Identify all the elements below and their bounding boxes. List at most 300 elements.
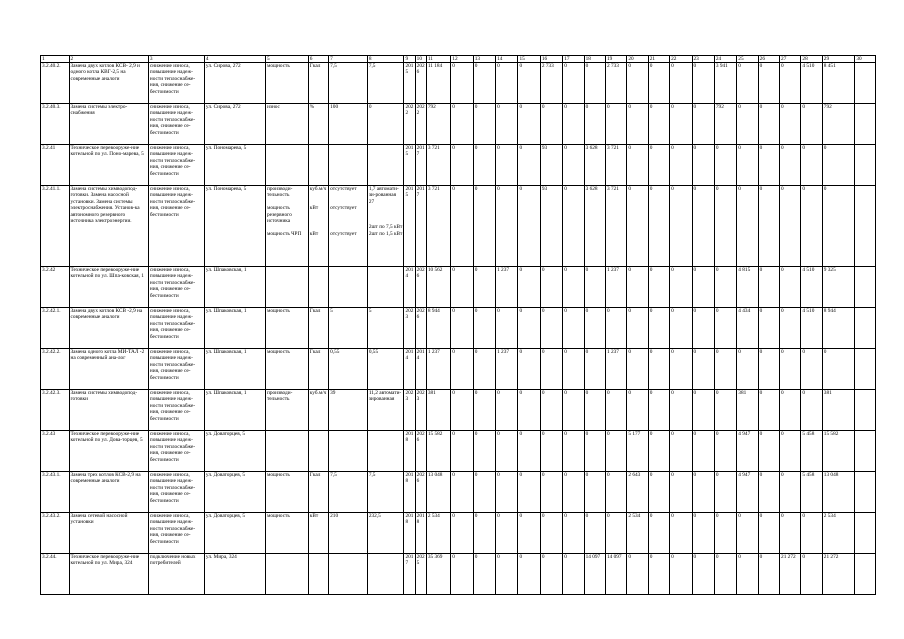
table-cell: 0 (714, 431, 736, 472)
investment-table (40, 55, 876, 595)
column-number-13: 13 (473, 56, 495, 63)
table-row (41, 431, 876, 472)
table-cell: 7,5 (367, 63, 404, 104)
table-cell: 0 (473, 554, 495, 595)
table-cell: 0 (518, 186, 540, 267)
table-cell: 0 (584, 390, 605, 431)
table-cell: 3.2.42.1. (41, 308, 70, 349)
table-cell: 5 (329, 308, 368, 349)
table-cell: 21 272 (822, 554, 855, 595)
table-cell: Техническое перевооруже-ние котельной по ул. Поно-марева, 5 (69, 145, 148, 186)
column-number-5: 5 (266, 56, 309, 63)
table-cell: 0 (540, 554, 562, 595)
table-cell: 0 (563, 104, 584, 145)
table-cell: 0 (540, 104, 562, 145)
table-cell: Замена системы электро-снабжения (69, 104, 148, 145)
table-cell: снижение износа, повышение надеж-ности теплоснабже-ния, снижение се-бестоимости (148, 63, 204, 104)
table-cell: 2015 (404, 145, 415, 186)
table-cell: 0 (584, 104, 605, 145)
table-cell: 0 (801, 513, 822, 554)
table-cell: 8 944 (426, 308, 450, 349)
table-cell: 0 (584, 267, 605, 308)
table-cell: Замена трех котлов КСВ-2,9 на современные аналоги (69, 472, 148, 513)
table-cell: 0 (648, 145, 669, 186)
table-cell: Техническое перевооруже-ние котельной по ул. Шпа-ковская, 1 (69, 267, 148, 308)
table-cell: 0 (780, 431, 801, 472)
table-cell: 0 (451, 186, 473, 267)
table-cell: 0 (540, 472, 562, 513)
table-cell: 0,55 (329, 349, 368, 390)
table-cell: 5 177 (627, 431, 648, 472)
table-cell: 0 (670, 308, 692, 349)
table-cell: 0 (692, 308, 714, 349)
table-cell: 7,5 (367, 472, 404, 513)
table-cell: 0 (518, 554, 540, 595)
table-cell: 2026 (415, 63, 426, 104)
table-row (41, 145, 876, 186)
table-cell: 21 272 (780, 554, 801, 595)
table-cell: ул. Доваторцев, 5 (204, 513, 265, 554)
table-cell: 0 (584, 349, 605, 390)
table-cell: 0 (518, 145, 540, 186)
column-number-9: 9 (404, 56, 415, 63)
table-row (41, 390, 876, 431)
table-cell: 0 (692, 63, 714, 104)
table-cell: 0 (496, 186, 518, 267)
table-cell (329, 267, 368, 308)
column-number-30: 30 (855, 56, 876, 63)
table-cell: 4 510 (801, 63, 822, 104)
table-row (41, 267, 876, 308)
table-cell: ул. Шпаковская, 1 (204, 308, 265, 349)
table-cell: 0 (518, 63, 540, 104)
table-cell: 0 (714, 472, 736, 513)
table-cell: 2 534 (426, 513, 450, 554)
table-cell: 4 510 (801, 267, 822, 308)
table-cell: 2017 (415, 186, 426, 267)
column-number-2: 2 (69, 56, 148, 63)
table-cell: 11,2 автомати-зированная (367, 390, 404, 431)
table-cell: 0 (670, 145, 692, 186)
table-cell: 0 (692, 513, 714, 554)
table-cell: 0 (451, 267, 473, 308)
table-cell: 3.2.42.2. (41, 349, 70, 390)
table-cell: 0 (648, 390, 669, 431)
column-number-10: 10 (415, 56, 426, 63)
table-cell: 0 (627, 267, 648, 308)
table-cell: 35 369 (426, 554, 450, 595)
table-cell: 0 (540, 390, 562, 431)
table-cell: 0 (670, 431, 692, 472)
table-cell: 0 (473, 349, 495, 390)
table-cell: 0 (714, 308, 736, 349)
table-cell: 1 237 (426, 349, 450, 390)
column-number-19: 19 (606, 56, 627, 63)
table-cell: 0 (758, 554, 779, 595)
table-cell: 0 (780, 513, 801, 554)
table-cell: снижение износа, повышение надеж-ности теплоснабже-ния, снижение се-бестоимости (148, 104, 204, 145)
column-number-23: 23 (692, 56, 714, 63)
table-cell: ул. Мира, 324 (204, 554, 265, 595)
table-cell: 0 (822, 186, 855, 267)
table-cell: 0 (758, 308, 779, 349)
table-cell: 0 (670, 349, 692, 390)
column-number-26: 26 (758, 56, 779, 63)
document-page (40, 55, 876, 595)
column-number-12: 12 (451, 56, 473, 63)
table-cell: Гкал (308, 63, 328, 104)
table-cell: 1 237 (496, 349, 518, 390)
table-cell (308, 267, 328, 308)
table-cell: 7,5 (329, 63, 368, 104)
table-cell (266, 431, 309, 472)
table-cell (367, 267, 404, 308)
table-cell: 0 (801, 145, 822, 186)
table-cell: 0 (692, 186, 714, 267)
table-cell: 0 (737, 513, 758, 554)
table-cell (266, 267, 309, 308)
table-cell: ул. Доваторцев, 5 (204, 472, 265, 513)
table-cell: ул. Сирова, 272 (204, 104, 265, 145)
table-cell: ул. Доваторцев, 5 (204, 431, 265, 472)
table-cell: 0 (451, 63, 473, 104)
table-cell: 3.2.43.2. (41, 513, 70, 554)
table-row (41, 186, 876, 267)
table-cell: 0 (692, 267, 714, 308)
table-cell: 0 (451, 104, 473, 145)
table-cell: 0 (584, 63, 605, 104)
table-cell: 0 (473, 390, 495, 431)
table-cell: 0 (801, 186, 822, 267)
table-cell: Гкал (308, 349, 328, 390)
table-cell: снижение износа, повышение надеж-ности теплоснабже-ния, снижение се-бестоимости (148, 186, 204, 267)
table-cell: 0 (648, 308, 669, 349)
table-cell (855, 104, 876, 145)
column-number-15: 15 (518, 56, 540, 63)
table-cell: 0 (540, 308, 562, 349)
table-cell: 3.2.44. (41, 554, 70, 595)
table-cell: 15 582 (426, 431, 450, 472)
table-cell: 0 (627, 349, 648, 390)
table-cell: Гкал (308, 472, 328, 513)
table-cell: 2014 (415, 349, 426, 390)
table-cell: 13 048 (426, 472, 450, 513)
table-cell: мощность (266, 63, 309, 104)
table-cell: 0 (563, 472, 584, 513)
table-cell: 0 (714, 186, 736, 267)
table-cell (266, 145, 309, 186)
table-cell: 2017 (404, 554, 415, 595)
table-cell (855, 145, 876, 186)
table-cell: ул. Шпаковская, 1 (204, 349, 265, 390)
table-cell (367, 431, 404, 472)
table-cell (855, 513, 876, 554)
table-cell: 0 (540, 513, 562, 554)
table-cell: 0 (648, 349, 669, 390)
table-cell: 0 (714, 349, 736, 390)
table-cell: 0 (780, 390, 801, 431)
table-cell: 0 (648, 186, 669, 267)
table-cell: производи-тельность мощность резервного источника мощность ЧРП (266, 186, 309, 267)
table-cell: 2017 (415, 145, 426, 186)
table-cell: 4 815 (737, 267, 758, 308)
table-cell: 0 (473, 104, 495, 145)
column-number-28: 28 (801, 56, 822, 63)
table-cell: 14 097 (606, 554, 627, 595)
table-cell: отсутствует отсутствует отсутствует (329, 186, 368, 267)
table-cell: Техническое перевооруже-ние котельной по ул. Мира, 324 (69, 554, 148, 595)
table-cell: 0 (496, 554, 518, 595)
table-cell: 3 721 (426, 186, 450, 267)
table-row (41, 308, 876, 349)
table-cell: 0 (670, 554, 692, 595)
column-number-3: 3 (148, 56, 204, 63)
table-cell: 3.2.41 (41, 145, 70, 186)
table-cell: 0 (670, 390, 692, 431)
column-number-17: 17 (563, 56, 584, 63)
table-cell: 0 (451, 431, 473, 472)
table-cell: 0 (367, 104, 404, 145)
table-cell: 3.2.42.3. (41, 390, 70, 431)
table-cell (855, 472, 876, 513)
table-cell: 0 (692, 431, 714, 472)
table-cell: 0 (563, 554, 584, 595)
table-cell: 0 (627, 63, 648, 104)
table-cell: 792 (822, 104, 855, 145)
table-cell: 0 (584, 308, 605, 349)
column-number-20: 20 (627, 56, 648, 63)
table-cell: 0 (473, 267, 495, 308)
table-cell: 9 325 (822, 267, 855, 308)
table-cell: 3 628 (584, 186, 605, 267)
table-cell: 210 (329, 513, 368, 554)
table-cell: 0 (780, 267, 801, 308)
table-cell: 10 562 (426, 267, 450, 308)
table-cell: 0 (518, 513, 540, 554)
column-number-16: 16 (540, 56, 562, 63)
table-cell: 0 (822, 145, 855, 186)
table-cell: 2 643 (627, 472, 648, 513)
table-cell: 4 434 (737, 308, 758, 349)
table-cell: 0 (563, 186, 584, 267)
table-cell: Замена сетевой насосной установки (69, 513, 148, 554)
table-cell (855, 186, 876, 267)
table-cell: 381 (737, 390, 758, 431)
table-cell: 0 (518, 349, 540, 390)
table-row (41, 513, 876, 554)
column-number-22: 22 (670, 56, 692, 63)
table-cell: 0 (780, 104, 801, 145)
table-cell: 0 (692, 472, 714, 513)
table-cell (329, 554, 368, 595)
table-cell: 0 (627, 390, 648, 431)
table-cell: 0 (473, 186, 495, 267)
table-cell: 15 582 (822, 431, 855, 472)
table-cell: Замена системы химводопод-готовки (69, 390, 148, 431)
table-cell: 0 (670, 267, 692, 308)
column-number-18: 18 (584, 56, 605, 63)
table-cell: 0 (758, 431, 779, 472)
table-cell: 0 (758, 104, 779, 145)
table-cell: 11 184 (426, 63, 450, 104)
table-cell: Замена одного котла МИ-ТАЛ -2 на современный ана-лог (69, 349, 148, 390)
table-row (41, 472, 876, 513)
column-number-1: 1 (41, 56, 70, 63)
table-cell: 2026 (415, 431, 426, 472)
table-cell: 2018 (404, 513, 415, 554)
table-cell: 4 947 (737, 431, 758, 472)
table-cell: 0 (496, 431, 518, 472)
table-cell: 0 (648, 104, 669, 145)
table-cell: 381 (426, 390, 450, 431)
table-cell: 1 237 (606, 267, 627, 308)
table-cell: 0 (627, 554, 648, 595)
table-cell: Техническое перевооруже-ние котельной по ул. Дова-торцев, 5 (69, 431, 148, 472)
table-row (41, 349, 876, 390)
table-cell: 0 (648, 554, 669, 595)
table-cell: 0 (670, 186, 692, 267)
table-cell: 0 (540, 431, 562, 472)
table-cell: 0 (496, 513, 518, 554)
table-cell: 2015 (404, 63, 415, 104)
table-cell: 3 721 (426, 145, 450, 186)
table-cell: 0 (473, 513, 495, 554)
table-cell: 0 (606, 104, 627, 145)
table-cell: 0 (692, 104, 714, 145)
table-cell: 0 (670, 104, 692, 145)
table-cell (855, 554, 876, 595)
table-cell: 0 (606, 390, 627, 431)
table-cell: износ (266, 104, 309, 145)
table-cell: 0 (648, 472, 669, 513)
table-cell: 2014 (404, 267, 415, 308)
table-cell: 0 (627, 186, 648, 267)
table-cell: 2018 (415, 513, 426, 554)
table-cell: ул. Пономарева, 5 (204, 186, 265, 267)
table-cell: 0 (496, 104, 518, 145)
table-cell: мощность (266, 513, 309, 554)
table-cell: 2018 (404, 431, 415, 472)
table-cell: 0 (822, 349, 855, 390)
table-cell: 0 (518, 390, 540, 431)
table-row (41, 104, 876, 145)
table-cell (855, 63, 876, 104)
table-cell: 0 (648, 513, 669, 554)
table-cell: куб.м/ч кВт кВт (308, 186, 328, 267)
column-number-24: 24 (714, 56, 736, 63)
table-cell: 0 (473, 63, 495, 104)
table-cell: 0 (584, 431, 605, 472)
column-number-11: 11 (426, 56, 450, 63)
column-number-14: 14 (496, 56, 518, 63)
table-cell: 0 (780, 308, 801, 349)
table-cell: 0 (801, 554, 822, 595)
table-cell (855, 308, 876, 349)
table-cell: 8 451 (822, 63, 855, 104)
table-cell: 0 (563, 390, 584, 431)
table-cell (367, 554, 404, 595)
column-number-8: 8 (367, 56, 404, 63)
table-cell: 0 (563, 267, 584, 308)
table-cell: 0 (563, 63, 584, 104)
table-cell: 0 (627, 145, 648, 186)
table-cell: 0 (714, 145, 736, 186)
table-cell: 0 (451, 472, 473, 513)
column-number-7: 7 (329, 56, 368, 63)
table-cell: 0 (780, 349, 801, 390)
table-cell: 0 (758, 186, 779, 267)
table-cell: 2 534 (822, 513, 855, 554)
table-cell: 0 (518, 431, 540, 472)
table-cell (329, 145, 368, 186)
table-cell: 0 (737, 349, 758, 390)
table-cell: кВт (308, 513, 328, 554)
table-cell: 93 (540, 186, 562, 267)
table-cell: 1 237 (606, 349, 627, 390)
table-row (41, 554, 876, 595)
table-cell: 3.2.40.3. (41, 104, 70, 145)
table-cell: 0 (737, 554, 758, 595)
table-cell: 0 (780, 145, 801, 186)
table-cell (855, 267, 876, 308)
table-cell: 1,7 автомати-зи-рованная 27 2шт по 7,5 кВт 2шт по 1,5 кВт (367, 186, 404, 267)
table-cell: 0 (606, 513, 627, 554)
table-cell: 0 (737, 104, 758, 145)
table-cell: снижение износа, повышение надеж-ности теплоснабже-ния, снижение се-бестоимости (148, 431, 204, 472)
table-cell: 2 733 (606, 63, 627, 104)
table-cell: 2 733 (540, 63, 562, 104)
table-cell: 0 (540, 349, 562, 390)
table-cell: ул. Шпаковская, 1 (204, 390, 265, 431)
table-cell: 0 (606, 472, 627, 513)
table-cell: мощность (266, 308, 309, 349)
table-cell: 2023 (415, 390, 426, 431)
table-cell: 2018 (404, 472, 415, 513)
table-cell: 2022 (404, 104, 415, 145)
table-cell: 0 (518, 104, 540, 145)
table-cell: 0 (540, 267, 562, 308)
table-cell: 0 (714, 554, 736, 595)
table-cell: производи-тельность (266, 390, 309, 431)
table-cell: 0 (518, 308, 540, 349)
table-cell: 0 (563, 349, 584, 390)
table-cell: 0 (758, 513, 779, 554)
table-cell: 2026 (415, 472, 426, 513)
table-cell: 0 (451, 513, 473, 554)
table-cell: 0 (496, 390, 518, 431)
table-cell: 0,55 (367, 349, 404, 390)
table-cell: 3.2.41.1. (41, 186, 70, 267)
table-cell: 0 (627, 308, 648, 349)
table-cell: 93 (540, 145, 562, 186)
table-cell: 0 (518, 472, 540, 513)
table-cell: 0 (473, 145, 495, 186)
table-cell: 792 (426, 104, 450, 145)
table-cell: снижение износа, повышение надеж-ности теплоснабже-ния, снижение се-бестоимости (148, 349, 204, 390)
column-number-27: 27 (780, 56, 801, 63)
table-cell: 100 (329, 104, 368, 145)
table-cell: 13 048 (822, 472, 855, 513)
table-cell: ул. Пономарева, 5 (204, 145, 265, 186)
table-cell: куб.м/ч (308, 390, 328, 431)
table-cell (855, 349, 876, 390)
table-cell: 0 (758, 390, 779, 431)
table-cell: снижение износа, повышение надеж-ности теплоснабже-ния, снижение се-бестоимости (148, 513, 204, 554)
table-cell: подключение новых потребителей (148, 554, 204, 595)
table-cell: 0 (758, 267, 779, 308)
table-cell: 0 (584, 513, 605, 554)
table-cell: 0 (801, 104, 822, 145)
